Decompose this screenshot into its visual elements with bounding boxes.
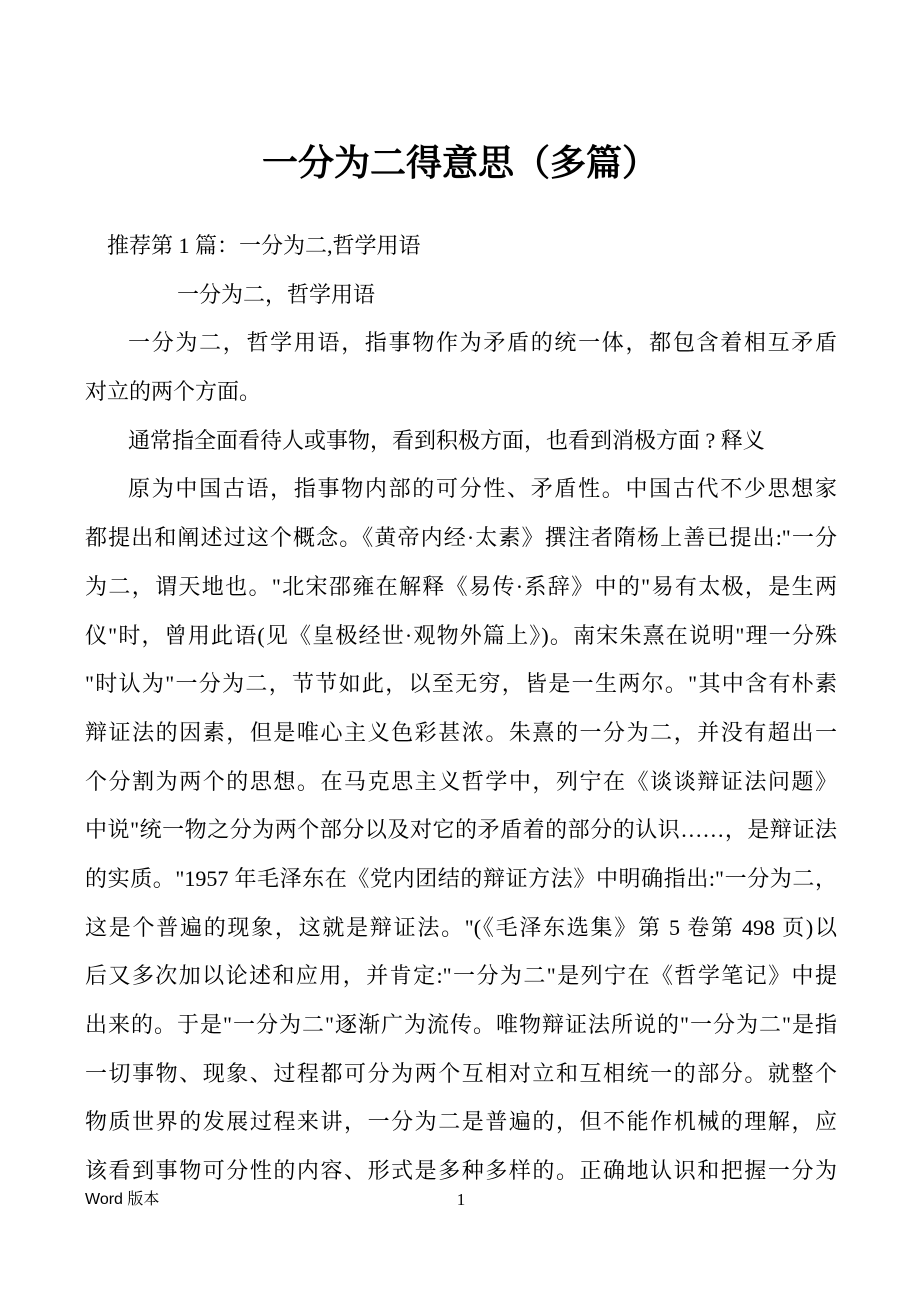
document-line: 仪"时，曾用此语(见《皇极经世·观物外篇上》)。南宋朱熹在说明"理一分殊 bbox=[85, 622, 837, 648]
document-line: 这是个普遍的现象，这就是辩证法。"(《毛泽东选集》第 5 卷第 498 页)以 bbox=[85, 914, 837, 940]
document-line: 该看到事物可分性的内容、形式是多种多样的。正确地认识和把握一分为 bbox=[85, 1158, 837, 1184]
document-line: 出来的。于是"一分为二"逐渐广为流传。唯物辩证法所说的"一分为二"是指 bbox=[85, 1012, 837, 1037]
document-line: 原为中国古语，指事物内部的可分性、矛盾性。中国古代不少思想家 bbox=[128, 476, 837, 502]
document-line: 一切事物、现象、过程都可分为两个互相对立和互相统一的部分。就整个 bbox=[85, 1060, 837, 1086]
document-line: 中说"统一物之分为两个部分以及对它的矛盾着的部分的认识……，是辩证法 bbox=[85, 817, 837, 843]
document-line: 后又多次加以论述和应用，并肯定:"一分为二"是列宁在《哲学笔记》中提 bbox=[85, 963, 837, 989]
document-line: 为二，谓天地也。"北宋邵雍在解释《易传·系辞》中的"易有太极，是生两 bbox=[85, 573, 837, 599]
document-line: "时认为"一分为二，节节如此，以至无穷，皆是一生两尔。"其中含有朴素 bbox=[85, 671, 837, 697]
document-line: 对立的两个方面。 bbox=[85, 379, 262, 405]
page-footer bbox=[85, 1189, 837, 1213]
document-title: 一分为二得意思（多篇） bbox=[261, 143, 658, 183]
document-line: 都提出和阐述过这个概念。《黄帝内经·太素》撰注者隋杨上善已提出:"一分 bbox=[85, 525, 837, 551]
footer-page-number: 1 bbox=[456, 1190, 466, 1209]
document-line: 通常指全面看待人或事物，看到积极方面，也看到消极方面 ? 释义 bbox=[128, 427, 765, 453]
document-line: 的实质。"1957 年毛泽东在《党内团结的辩证方法》中明确指出:"一分为二， bbox=[85, 865, 837, 891]
footer-word-version-label: Word 版本 bbox=[85, 1191, 160, 1208]
document-line: 物质世界的发展过程来讲，一分为二是普遍的，但不能作机械的理解，应 bbox=[85, 1109, 837, 1135]
document-line: 推荐第 1 篇：一分为二,哲学用语 bbox=[107, 233, 421, 258]
document-body bbox=[85, 222, 837, 1196]
document-line: 辩证法的因素，但是唯心主义色彩甚浓。朱熹的一分为二，并没有超出一 bbox=[85, 719, 837, 745]
document-line: 一分为二，哲学用语，指事物作为矛盾的统一体，都包含着相互矛盾 bbox=[128, 330, 837, 356]
document-line: 个分割为两个的思想。在马克思主义哲学中，列宁在《谈谈辩证法问题》 bbox=[85, 768, 837, 794]
document-line: 一分为二，哲学用语 bbox=[177, 281, 376, 307]
